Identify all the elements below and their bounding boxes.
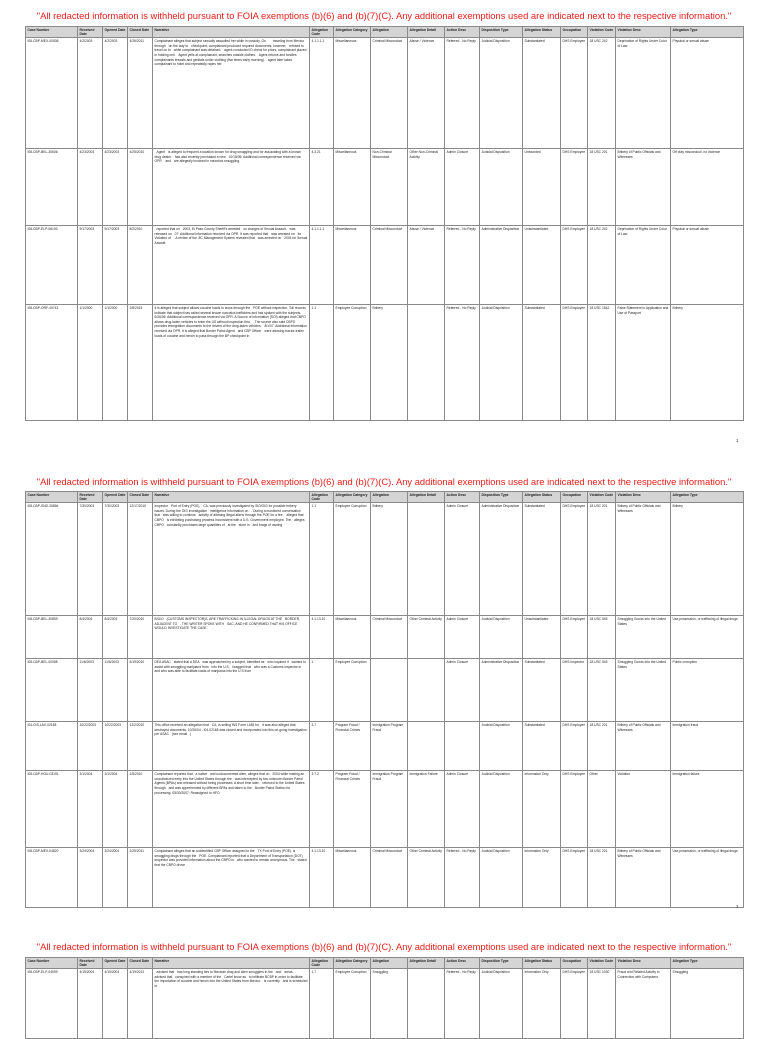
redaction-notice: "All redacted information is withheld pursuant to FOIA exemptions (b)(6) and (b)(7)(C). Any additional exemptions used are indicated next to the respective information." xyxy=(36,941,732,952)
closed-date: 2/25/2011 xyxy=(128,848,153,908)
column-header: Closed Date xyxy=(128,27,153,38)
table-row xyxy=(26,771,744,848)
occupation: DHS Employee xyxy=(561,722,588,771)
allegation-type: Immigration failure xyxy=(671,771,744,848)
action-desc: Admin Closure xyxy=(445,503,480,616)
table-row xyxy=(26,503,744,616)
violation-code: 18 USC 201 xyxy=(588,848,616,908)
action-desc: Admin Closure xyxy=(445,616,480,659)
page-number: 2 xyxy=(736,904,739,909)
column-header: Received Date xyxy=(78,27,103,38)
allegation-category: Miscellaneous xyxy=(334,226,371,305)
column-header: Narrative xyxy=(153,958,310,969)
allegation-type: Off duty misconduct, no violence xyxy=(671,149,744,226)
allegation: Criminal Misconduct xyxy=(371,226,408,305)
column-header: Disposition Type xyxy=(480,958,523,969)
allegation-type: Use,possession, or trafficking of illegal drugs xyxy=(671,848,744,908)
column-header: Allegation Category xyxy=(334,958,371,969)
allegation-detail xyxy=(408,722,445,771)
received-date: 9/17/2003 xyxy=(78,226,103,305)
allegation-status: Information Only xyxy=(523,848,561,908)
occupation: DHS Inspector xyxy=(561,659,588,722)
column-header: Action Desc xyxy=(445,492,480,503)
allegation-status: Unfounded xyxy=(523,149,561,226)
table-row xyxy=(26,616,744,659)
opened-date: 9/17/2003 xyxy=(103,226,128,305)
column-header: Violation Desc xyxy=(616,958,671,969)
violation-code: 18 USC 545 xyxy=(588,616,616,659)
column-header: Allegation Status xyxy=(523,27,561,38)
action-desc: Referred - No Reply xyxy=(445,969,480,1039)
violation-code: Other xyxy=(588,771,616,848)
column-header: Allegation Category xyxy=(334,492,371,503)
allegation: Bribery xyxy=(371,503,408,616)
allegation-category: Program Fraud / Financial Crimes xyxy=(334,771,371,848)
occupation: DHS Employee xyxy=(561,149,588,226)
allegation-code: 1 xyxy=(310,659,334,722)
opened-date: 3/24/2004 xyxy=(103,848,128,908)
action-desc xyxy=(445,722,480,771)
disposition-type: Judicial Disposition xyxy=(480,38,523,149)
occupation: DHS Employee xyxy=(561,38,588,149)
opened-date: 1/1/2000 xyxy=(103,305,128,421)
allegation-code: 1.7 xyxy=(310,969,334,1039)
column-header: Allegation Type xyxy=(671,958,744,969)
allegation-category: Miscellaneous xyxy=(334,149,371,226)
received-date: 11/6/2003 xyxy=(78,659,103,722)
allegation-code: 4.1.1.1.1 xyxy=(310,226,334,305)
column-header: Allegation Detail xyxy=(408,492,445,503)
column-header: Allegation Detail xyxy=(408,27,445,38)
column-header: Occupation xyxy=(561,27,588,38)
violation-desc: Bribery of Public Officials and Witnesses xyxy=(616,149,671,226)
occupation: DHS Employee xyxy=(561,305,588,421)
allegation-detail xyxy=(408,659,445,722)
allegation-category: Employee Corruption xyxy=(334,503,371,616)
allegation-type: Physical or sexual abuse xyxy=(671,38,744,149)
column-header: Allegation Code xyxy=(310,958,334,969)
closed-date: 4/26/2011 xyxy=(128,38,153,149)
allegation-status: Unsubstantiated xyxy=(523,616,561,659)
case-number: I08-CBP-MEX-00536 xyxy=(26,38,78,149)
allegation-status: Substantiated xyxy=(523,503,561,616)
allegation-detail: Other Non-Criminal Activity xyxy=(408,149,445,226)
allegation-detail: Immigration Failure xyxy=(408,771,445,848)
case-table xyxy=(25,26,744,421)
received-date: 7/30/2003 xyxy=(78,503,103,616)
narrative: Complainant reported that a native and undocumented alien, alleges that on 2004 while making an unauthorized entry into the United States through the was intercepted by two unknown Border Patrol Agents (BPAs) and released without being processed. A short time later, returned to the United States through and was apprehended by different BPAs and taken to the Border Patrol Station for processing. 05/30/2007: Reassigned to HFO. xyxy=(153,771,310,848)
violation-code: 18 USC 1542 xyxy=(588,305,616,421)
allegation: Non-Criminal Misconduct xyxy=(371,149,408,226)
table-row xyxy=(26,659,744,722)
table-header-row xyxy=(26,27,744,38)
opened-date: 3/1/2004 xyxy=(103,771,128,848)
column-header: Allegation Code xyxy=(310,492,334,503)
disposition-type: Judicial Disposition xyxy=(480,969,523,1039)
violation-desc: Smuggling Goods into the United States xyxy=(616,659,671,722)
violation-desc: Smuggling Goods into the United States xyxy=(616,616,671,659)
received-date: 8/4/2003 xyxy=(78,616,103,659)
disposition-type: Administrative Disposition xyxy=(480,503,523,616)
column-header: Allegation Status xyxy=(523,492,561,503)
received-date: 4/23/2003 xyxy=(78,149,103,226)
narrative: B/G/O (CUSTOMS INSPECTOR)S, ARE TRAFFICKING IN ILLEGAL DRUGS AT THE BORDER, ADJACENT TO . THE WRITER SPOKE WITH SAC, AND HE CONFIRMED THAT HIS OFFICE WOULD INVESTIGATE THE CASE. xyxy=(153,616,310,659)
violation-code: 18 USC 242 xyxy=(588,38,616,149)
action-desc: Referred - No Reply xyxy=(445,226,480,305)
allegation-status: Information Only xyxy=(523,969,561,1039)
column-header: Received Date xyxy=(78,492,103,503)
closed-date: 12/17/2010 xyxy=(128,503,153,616)
table-row xyxy=(26,848,744,908)
allegation-type: Immigration fraud xyxy=(671,722,744,771)
table-header-row xyxy=(26,492,744,503)
case-number: I08-CBP-MEX-04820 xyxy=(26,848,78,908)
violation-desc: Bribery of Public Officials and Witnesses xyxy=(616,503,671,616)
action-desc: Referred - No Reply xyxy=(445,848,480,908)
allegation-category: Miscellaneous xyxy=(334,848,371,908)
received-date: 1/1/2000 xyxy=(78,305,103,421)
narrative: This office received an allegation that CA, is selling INS Form I-485 for It was also alleged that destroyed documents. 10/26/04 - I04-02168 was closed and incorporated into this on-going investigation per ASAC (see email ) xyxy=(153,722,310,771)
allegation: Criminal Misconduct xyxy=(371,38,408,149)
allegation-code: 1.1 xyxy=(310,503,334,616)
allegation-type: Smuggling xyxy=(671,969,744,1039)
closed-date: 7/20/2010 xyxy=(128,616,153,659)
allegation-code: 4.1.13.10 xyxy=(310,848,334,908)
received-date: 4/15/2004 xyxy=(78,969,103,1039)
allegation-category: Employee Corruption xyxy=(334,305,371,421)
allegation-status: Substantiated xyxy=(523,305,561,421)
closed-date: 4/25/2010 xyxy=(128,149,153,226)
narrative: advised that has long standing ties to Mexican drug and alien smugglers in the and areas. advised that conspired with a member of the Cartel know as to infiltrate BCBP in order to facilitate the importation of cocaine and heroin into the United States from Mexico. is currently and is scheduled to xyxy=(153,969,310,1039)
occupation: DHS Employee xyxy=(561,771,588,848)
case-number: I08-CBP-BEL-30606 xyxy=(26,149,78,226)
allegation-category: Employee Corruption xyxy=(334,969,371,1039)
allegation-code: 4.1.1.1.1 xyxy=(310,38,334,149)
allegation-category: Employee Corruption xyxy=(334,659,371,722)
redaction-notice: "All redacted information is withheld pursuant to FOIA exemptions (b)(6) and (b)(7)(C). Any additional exemptions used are indicated next to the respective information." xyxy=(36,10,732,21)
allegation-code: 4.1.13.10 xyxy=(310,616,334,659)
case-table xyxy=(25,491,744,908)
column-header: Allegation Category xyxy=(334,27,371,38)
case-number: I08-CBP-ELP-04099 xyxy=(26,969,78,1039)
column-header: Allegation Status xyxy=(523,958,561,969)
violation-desc: Bribery of Public Officials and Witnesses xyxy=(616,722,671,771)
opened-date: 4/15/2004 xyxy=(103,969,128,1039)
allegation: Immigration Program Fraud xyxy=(371,722,408,771)
narrative: reported that on 2003, El Paso County Sheriff's arrested on charges of Sexual Assault. was released on 07: Additional information received via OPR. It was reported that was arrested on for Violation of . A review of the JIC Management System revealed that was arrested on 2004 for Sexual Assault xyxy=(153,226,310,305)
case-table xyxy=(25,957,744,1039)
closed-date: 8/2/2010 xyxy=(128,226,153,305)
violation-code: 18 USC 242 xyxy=(588,226,616,305)
narrative: DEA ASAC stated that a DEA was approached by a subject, identified as who inquired if wanted to assist with smuggling marijuana from into the U.S. bragged that who was a Customs inspector in and who was able to facilitate loads of marijuana into the U S from xyxy=(153,659,310,722)
allegation-code: 3.7.2 xyxy=(310,771,334,848)
violation-desc: Deprivation of Rights Under Color of Law xyxy=(616,38,671,149)
case-number: I08-CBP-ORF-40743 xyxy=(26,305,78,421)
column-header: Opened Date xyxy=(103,27,128,38)
disposition-type: Judicial Disposition xyxy=(480,149,523,226)
closed-date: 1/5/2010 xyxy=(128,771,153,848)
disposition-type: Judicial Disposition xyxy=(480,616,523,659)
violation-desc: False Statement in Application and Use of Passport xyxy=(616,305,671,421)
case-number: I08-CBP-BEL-30859 xyxy=(26,616,78,659)
violation-code: 18 USC 201 xyxy=(588,722,616,771)
received-date: 3/24/2004 xyxy=(78,848,103,908)
table-row xyxy=(26,226,744,305)
opened-date: 4/23/2003 xyxy=(103,149,128,226)
received-date: 4/2/2003 xyxy=(78,38,103,149)
allegation: Criminal Misconduct xyxy=(371,616,408,659)
allegation xyxy=(371,659,408,722)
column-header: Violation Desc xyxy=(616,492,671,503)
violation-desc: Violation xyxy=(616,771,671,848)
action-desc: Referred - No Reply xyxy=(445,305,480,421)
violation-desc: Fraud and Related Activity in Connection with Computers xyxy=(616,969,671,1039)
allegation: Bribery xyxy=(371,305,408,421)
allegation-category: Program Fraud / Financial Crimes xyxy=(334,722,371,771)
violation-code: 18 USC 201 xyxy=(588,503,616,616)
column-header: Received Date xyxy=(78,958,103,969)
violation-code: 18 USC 1030 xyxy=(588,969,616,1039)
case-number: I08-CBP-HOU-03191 xyxy=(26,771,78,848)
allegation-detail xyxy=(408,503,445,616)
allegation-type: Physical or sexual abuse xyxy=(671,226,744,305)
allegation-status: Information Only xyxy=(523,771,561,848)
allegation-category: Miscellaneous xyxy=(334,38,371,149)
narrative: Agent is alleged to frequent a location known for drug smuggling and for associating with a known drug dealer. has also recently purchased a new 10/18/05: Additional correspondence received via OPR. and are allegedly involved in narcotics smuggling. xyxy=(153,149,310,226)
opened-date: 11/6/2003 xyxy=(103,659,128,722)
disposition-type: Administrative Disposition xyxy=(480,659,523,722)
violation-desc: Deprivation of Rights Under Color of Law xyxy=(616,226,671,305)
allegation-type: Public corruption xyxy=(671,659,744,722)
closed-date: 4/19/2012 xyxy=(128,969,153,1039)
column-header: Opened Date xyxy=(103,492,128,503)
table-row xyxy=(26,969,744,1039)
column-header: Allegation xyxy=(371,27,408,38)
violation-desc: Bribery of Public Officials and Witnesses xyxy=(616,848,671,908)
case-number: I08-CBP-ELP-06193 xyxy=(26,226,78,305)
allegation: Immigration Program Fraud xyxy=(371,771,408,848)
column-header: Allegation Code xyxy=(310,27,334,38)
allegation-detail xyxy=(408,969,445,1039)
column-header: Case Number xyxy=(26,27,78,38)
column-header: Violation Code xyxy=(588,958,616,969)
narrative: Inspector Port of Entry (POE), CA, was previously investigated by SIO/OIG for possible bribery issues. During the OIG investigation intelligence information on . During a monitored conversation that was willing to continue activity of allowing illegal aliens through the POE for a fee. alleged that CBPO is exhibiting purchasing prowess inconsistent with a U.S. Government employee. The alleges CBPO constantly purchases large quantities of at the store in and brags of owning xyxy=(153,503,310,616)
disposition-type: Administrative Disposition xyxy=(480,226,523,305)
column-header: Disposition Type xyxy=(480,27,523,38)
column-header: Disposition Type xyxy=(480,492,523,503)
table-row xyxy=(26,38,744,149)
table-header-row xyxy=(26,958,744,969)
action-desc: Admin Closure xyxy=(445,149,480,226)
opened-date: 4/2/2003 xyxy=(103,38,128,149)
allegation-type: Use,possession, or trafficking of illegal drugs xyxy=(671,616,744,659)
allegation-category: Miscellaneous xyxy=(334,616,371,659)
column-header: Violation Code xyxy=(588,27,616,38)
column-header: Opened Date xyxy=(103,958,128,969)
occupation: DHS Employee xyxy=(561,226,588,305)
column-header: Closed Date xyxy=(128,958,153,969)
column-header: Narrative xyxy=(153,492,310,503)
column-header: Violation Code xyxy=(588,492,616,503)
allegation-detail: Abuse / Violence xyxy=(408,38,445,149)
allegation-status: Substantiated xyxy=(523,659,561,722)
allegation-code: 1.1 xyxy=(310,305,334,421)
closed-date: 2/8/2015 xyxy=(128,305,153,421)
narrative: It is alleged that subject allows cocaine loads to cross through the POE without inspection. Toll records indicate that subject has called several known narcotics traffickers and has spoken with the subjects. 6/26/06: Additional correspondence received via OPR. A Source of Information (SOI) alleged that CBPO allows drug-laden vehicles to enter the US without inspection thru . The source also said CBPO provides immigration documents to the drivers of the drug-laden vehicles. 8/1/07: Additional information received via OPR. It is alleged that Border Patrol Agent and CBP Officer were allowing tractor-trailer loads of cocaine and heroin to pass through the BP checkpoint in xyxy=(153,305,310,421)
narrative: Complainant alleges that an unidentified CBP Officer assigned to the TX Port of Entry (POE), is smuggling drugs through the POE. Complainant reported that a Department of Transportation (DOT) Inspector was provided information about the CBPO in who wanted to remain anonymous. The stated that the CBPO drove xyxy=(153,848,310,908)
column-header: Allegation xyxy=(371,492,408,503)
occupation: DHS Employee xyxy=(561,616,588,659)
disposition-type: Judicial Disposition xyxy=(480,722,523,771)
disposition-type: Judicial Disposition xyxy=(480,305,523,421)
column-header: Allegation xyxy=(371,958,408,969)
allegation-detail: Other Criminal Activity xyxy=(408,848,445,908)
allegation-type: Bribery xyxy=(671,305,744,421)
case-number: I04-CIS-LAX-02168 xyxy=(26,722,78,771)
case-number: I08-CBP-SND-30856 xyxy=(26,503,78,616)
redaction-notice: "All redacted information is withheld pursuant to FOIA exemptions (b)(6) and (b)(7)(C). Any additional exemptions used are indicated next to the respective information." xyxy=(36,476,732,487)
column-header: Case Number xyxy=(26,492,78,503)
closed-date: 5/19/2010 xyxy=(128,659,153,722)
column-header: Occupation xyxy=(561,958,588,969)
closed-date: 12/2/2010 xyxy=(128,722,153,771)
allegation: Criminal Misconduct xyxy=(371,848,408,908)
opened-date: 8/4/2003 xyxy=(103,616,128,659)
allegation-code: 3.7 xyxy=(310,722,334,771)
opened-date: 10/22/2003 xyxy=(103,722,128,771)
opened-date: 7/30/2003 xyxy=(103,503,128,616)
allegation-detail xyxy=(408,305,445,421)
case-number: I08-CBP-BEL-00088 xyxy=(26,659,78,722)
table-row xyxy=(26,149,744,226)
column-header: Narrative xyxy=(153,27,310,38)
action-desc: Admin Closure xyxy=(445,771,480,848)
disposition-type: Judicial Disposition xyxy=(480,771,523,848)
allegation-status: Substantiated xyxy=(523,38,561,149)
violation-code: 18 USC 201 xyxy=(588,149,616,226)
column-header: Occupation xyxy=(561,492,588,503)
allegation-type: Bribery xyxy=(671,503,744,616)
allegation-detail: Other Criminal Activity xyxy=(408,616,445,659)
allegation-status: Substantiated xyxy=(523,722,561,771)
column-header: Allegation Detail xyxy=(408,958,445,969)
column-header: Closed Date xyxy=(128,492,153,503)
action-desc: Referred - No Reply xyxy=(445,38,480,149)
occupation: DHS Employee xyxy=(561,503,588,616)
violation-code: 18 USC 545 xyxy=(588,659,616,722)
column-header: Allegation Type xyxy=(671,27,744,38)
page-number: 1 xyxy=(736,438,739,443)
table-row xyxy=(26,722,744,771)
received-date: 3/1/2004 xyxy=(78,771,103,848)
column-header: Violation Desc xyxy=(616,27,671,38)
column-header: Action Desc xyxy=(445,27,480,38)
allegation-status: Unsubstantiated xyxy=(523,226,561,305)
column-header: Allegation Type xyxy=(671,492,744,503)
occupation: DHS Employee xyxy=(561,848,588,908)
narrative: Complainant alleges that subject sexually assaulted her while in custody. On traveling from Mexico through on the way to checkpoint; complainant produced required documents; however, refused to travel on to while complainant was detained. agent conducted ID check for priors, complainant placed in holding cell. Agent yells at complainant, searches outside clothes. Agent returns and fondles complainants breasts and genitals under clothing (five times early morning). agent later takes complainant to hotel and repeatedly rapes her. xyxy=(153,38,310,149)
allegation: Smuggling xyxy=(371,969,408,1039)
table-row xyxy=(26,305,744,421)
disposition-type: Judicial Disposition xyxy=(480,848,523,908)
action-desc: Admin Closure xyxy=(445,659,480,722)
allegation-detail: Abuse / Violence xyxy=(408,226,445,305)
occupation: DHS Employee xyxy=(561,969,588,1039)
received-date: 10/22/2003 xyxy=(78,722,103,771)
column-header: Case Number xyxy=(26,958,78,969)
allegation-code: 4.3.21 xyxy=(310,149,334,226)
column-header: Action Desc xyxy=(445,958,480,969)
